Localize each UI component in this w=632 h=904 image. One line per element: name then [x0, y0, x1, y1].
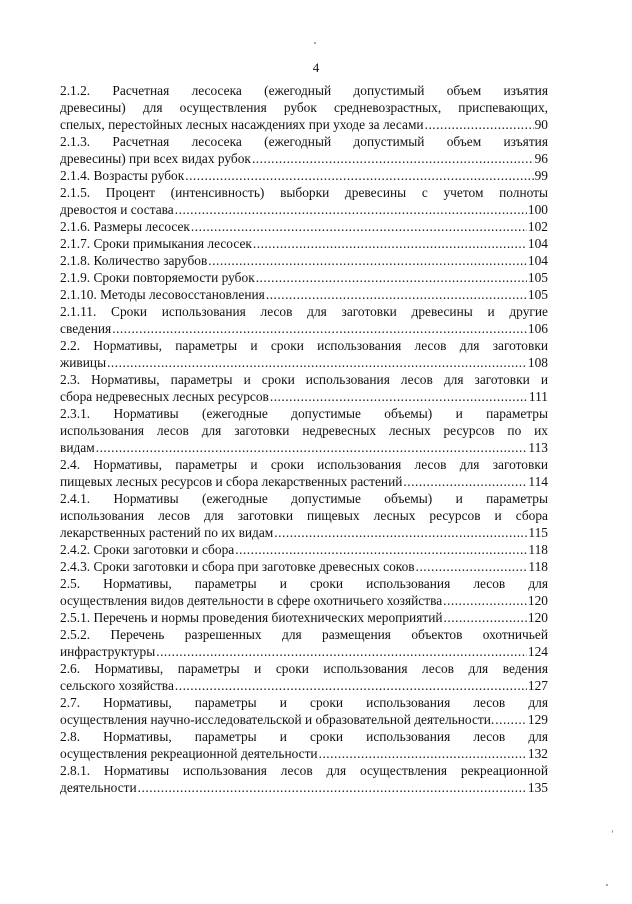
- toc-page-number: 129: [527, 712, 548, 727]
- scan-speck: [314, 42, 316, 44]
- dot-leader: [156, 643, 527, 660]
- toc-entry-last-line: [60, 439, 548, 456]
- toc-entry[interactable]: [60, 490, 548, 541]
- toc-entry-text: пищевых лесных ресурсов и сбора лекарственных растений: [60, 474, 403, 489]
- toc-entry-text: 2.5.1. Перечень и нормы проведения биотехнических мероприятий: [60, 610, 443, 625]
- toc-page-number: 114: [528, 474, 548, 489]
- toc-entry-last-line: [60, 269, 548, 286]
- toc-page-number: 118: [528, 559, 548, 574]
- toc-entry-text: 2.6. Нормативы, параметры и сроки использования лесов для ведения: [60, 661, 548, 676]
- toc-entry-text: деятельности: [60, 780, 137, 795]
- toc-page-number: 120: [527, 610, 548, 625]
- toc-entry-text: древесины) при всех видах рубок: [60, 151, 251, 166]
- toc-entry-text: 2.4. Нормативы, параметры и сроки использования лесов для заготовки: [60, 457, 548, 472]
- toc-entry[interactable]: [60, 405, 548, 456]
- toc-entry-last-line: [60, 150, 548, 167]
- toc-entry[interactable]: [60, 558, 548, 575]
- toc-entry[interactable]: [60, 575, 548, 609]
- toc-entry-last-line: [60, 592, 548, 609]
- toc-page-number: 135: [527, 780, 548, 795]
- toc-entry-text: сведения: [60, 321, 112, 336]
- toc-entry-text: 2.5.2. Перечень разрешенных для размещения объектов охотничьей: [60, 627, 548, 642]
- toc-entry-last-line: [60, 167, 548, 184]
- toc-entry-last-line: [60, 677, 548, 694]
- toc-entry-text: 2.3.1. Нормативы (ежегодные допустимые объемы) и параметры: [60, 406, 548, 421]
- toc-entry[interactable]: [60, 286, 548, 303]
- dot-leader: [138, 779, 527, 796]
- toc-entry[interactable]: [60, 235, 548, 252]
- toc-entry-last-line: [60, 541, 548, 558]
- toc-entry-text: 2.4.3. Сроки заготовки и сбора при заготовке древесных соков: [60, 559, 415, 574]
- toc-entry-last-line: [60, 643, 548, 660]
- toc-entry-text: спелых, перестойных лесных насаждениях при уходе за лесами: [60, 117, 424, 132]
- toc-entry-text: лекарственных растений по их видам: [60, 525, 274, 540]
- toc-entry-text: 2.7. Нормативы, параметры и сроки использования лесов для: [60, 695, 548, 710]
- toc-entry-text: 2.1.8. Количество зарубов: [60, 253, 208, 268]
- toc-entry-last-line: [60, 320, 548, 337]
- toc-page-number: 108: [527, 355, 548, 370]
- toc-page-number: 111: [528, 389, 548, 404]
- dot-leader: [319, 745, 527, 762]
- toc-entry-last-line: [60, 388, 548, 405]
- dot-leader: [495, 711, 527, 728]
- toc-page-number: 100: [527, 202, 548, 217]
- dot-leader: [425, 116, 534, 133]
- toc-entry[interactable]: [60, 609, 548, 626]
- toc-entry-text: 2.8.1. Нормативы использования лесов для осуществления рекреационной: [60, 763, 548, 778]
- dot-leader: [112, 320, 527, 337]
- toc-page-number: 105: [527, 287, 548, 302]
- dot-leader: [266, 286, 527, 303]
- toc-entry-last-line: [60, 218, 548, 235]
- toc-entry[interactable]: [60, 626, 548, 660]
- toc-entry-text: 2.1.11. Сроки использования лесов для заготовки древесины и другие: [60, 304, 548, 319]
- toc-entry-text: осуществления научно-исследовательской и образовательной деятельности.: [60, 712, 495, 727]
- toc-entry[interactable]: [60, 252, 548, 269]
- toc-entry-last-line: [60, 745, 548, 762]
- toc-entry[interactable]: [60, 728, 548, 762]
- dot-leader: [185, 167, 533, 184]
- toc-entry-text: осуществления видов деятельности в сфере охотничьего хозяйства: [60, 593, 443, 608]
- toc-entry-last-line: [60, 609, 548, 626]
- table-of-contents: [60, 82, 548, 796]
- toc-entry-last-line: [60, 473, 548, 490]
- toc-entry[interactable]: [60, 371, 548, 405]
- toc-entry[interactable]: [60, 269, 548, 286]
- toc-entry[interactable]: [60, 303, 548, 337]
- toc-page-number: 132: [527, 746, 548, 761]
- toc-entry-text: древесины) для осуществления рубок средневозрастных, приспевающих,: [60, 100, 548, 115]
- dot-leader: [191, 218, 527, 235]
- toc-entry-text: видам: [60, 440, 95, 455]
- scan-speck: [606, 884, 608, 886]
- toc-entry-text: 2.8. Нормативы, параметры и сроки использования лесов для: [60, 729, 548, 744]
- toc-entry-text: живицы: [60, 355, 107, 370]
- toc-page-number: 113: [528, 440, 548, 455]
- toc-entry-last-line: [60, 201, 548, 218]
- dot-leader: [252, 150, 534, 167]
- toc-entry-text: древостоя и состава: [60, 202, 174, 217]
- dot-leader: [443, 592, 527, 609]
- toc-page-number: 115: [528, 525, 548, 540]
- dot-leader: [175, 677, 527, 694]
- toc-page-number: 90: [534, 117, 548, 132]
- toc-entry-text: 2.1.3. Расчетная лесосека (ежегодный допустимый объем изъятия: [60, 134, 548, 149]
- dot-leader: [107, 354, 527, 371]
- toc-entry[interactable]: [60, 762, 548, 796]
- toc-entry[interactable]: [60, 133, 548, 167]
- toc-entry-text: 2.4.1. Нормативы (ежегодные допустимые объемы) и параметры: [60, 491, 548, 506]
- toc-entry-text: 2.4.2. Сроки заготовки и сбора: [60, 542, 235, 557]
- toc-page-number: 127: [527, 678, 548, 693]
- toc-entry[interactable]: [60, 456, 548, 490]
- toc-page-number: 104: [527, 236, 548, 251]
- toc-page-number: 106: [527, 321, 548, 336]
- toc-entry[interactable]: [60, 184, 548, 218]
- toc-entry-last-line: [60, 235, 548, 252]
- toc-entry[interactable]: [60, 167, 548, 184]
- toc-entry[interactable]: [60, 218, 548, 235]
- toc-entry-text: 2.1.5. Процент (интенсивность) выборки древесины с учетом полноты: [60, 185, 548, 200]
- toc-entry-last-line: [60, 558, 548, 575]
- toc-page-number: 105: [527, 270, 548, 285]
- toc-entry-text: 2.1.10. Методы лесовосстановления: [60, 287, 265, 302]
- page-number: 4: [312, 60, 320, 75]
- dot-leader: [416, 558, 528, 575]
- toc-entry-text: инфраструктуры: [60, 644, 156, 659]
- scan-speck: [612, 830, 613, 833]
- dot-leader: [270, 388, 528, 405]
- toc-entry-text: 2.3. Нормативы, параметры и сроки использования лесов для заготовки и: [60, 372, 548, 387]
- toc-page-number: 120: [527, 593, 548, 608]
- dot-leader: [444, 609, 527, 626]
- toc-entry-last-line: [60, 354, 548, 371]
- dot-leader: [235, 541, 527, 558]
- toc-entry-text: 2.5. Нормативы, параметры и сроки использования лесов для: [60, 576, 548, 591]
- toc-entry-last-line: [60, 524, 548, 541]
- toc-entry-last-line: [60, 286, 548, 303]
- toc-page-number: 104: [527, 253, 548, 268]
- toc-page-number: 124: [527, 644, 548, 659]
- toc-entry-text: 2.1.4. Возрасты рубок: [60, 168, 185, 183]
- dot-leader: [253, 235, 527, 252]
- toc-entry-text: использования лесов для заготовки пищевых лесных ресурсов и сбора: [60, 508, 548, 523]
- toc-entry-text: 2.1.2. Расчетная лесосека (ежегодный допустимый объем изъятия: [60, 83, 548, 98]
- dot-leader: [175, 201, 527, 218]
- dot-leader: [403, 473, 527, 490]
- toc-page-number: 118: [528, 542, 548, 557]
- toc-entry-text: 2.1.9. Сроки повторяемости рубок: [60, 270, 255, 285]
- toc-entry-last-line: [60, 779, 548, 796]
- toc-entry[interactable]: [60, 337, 548, 371]
- dot-leader: [274, 524, 527, 541]
- toc-entry-last-line: [60, 252, 548, 269]
- dot-leader: [208, 252, 527, 269]
- toc-entry[interactable]: [60, 541, 548, 558]
- dot-leader: [96, 439, 528, 456]
- toc-entry[interactable]: [60, 660, 548, 694]
- toc-entry-last-line: [60, 116, 548, 133]
- toc-page-number: 96: [534, 151, 548, 166]
- toc-entry-text: осуществления рекреационной деятельности: [60, 746, 318, 761]
- toc-entry[interactable]: [60, 82, 548, 133]
- toc-entry-last-line: [60, 711, 548, 728]
- toc-entry-text: сельского хозяйства: [60, 678, 174, 693]
- toc-entry-text: 2.2. Нормативы, параметры и сроки использования лесов для заготовки: [60, 338, 548, 353]
- toc-entry-text: использования лесов для заготовки недревесных лесных ресурсов по их: [60, 423, 548, 438]
- toc-entry-text: сбора недревесных лесных ресурсов: [60, 389, 269, 404]
- toc-entry-text: 2.1.6. Размеры лесосек: [60, 219, 190, 234]
- toc-entry-text: 2.1.7. Сроки примыкания лесосек: [60, 236, 252, 251]
- toc-page-number: 102: [527, 219, 548, 234]
- dot-leader: [256, 269, 527, 286]
- toc-page-number: 99: [534, 168, 548, 183]
- toc-entry[interactable]: [60, 694, 548, 728]
